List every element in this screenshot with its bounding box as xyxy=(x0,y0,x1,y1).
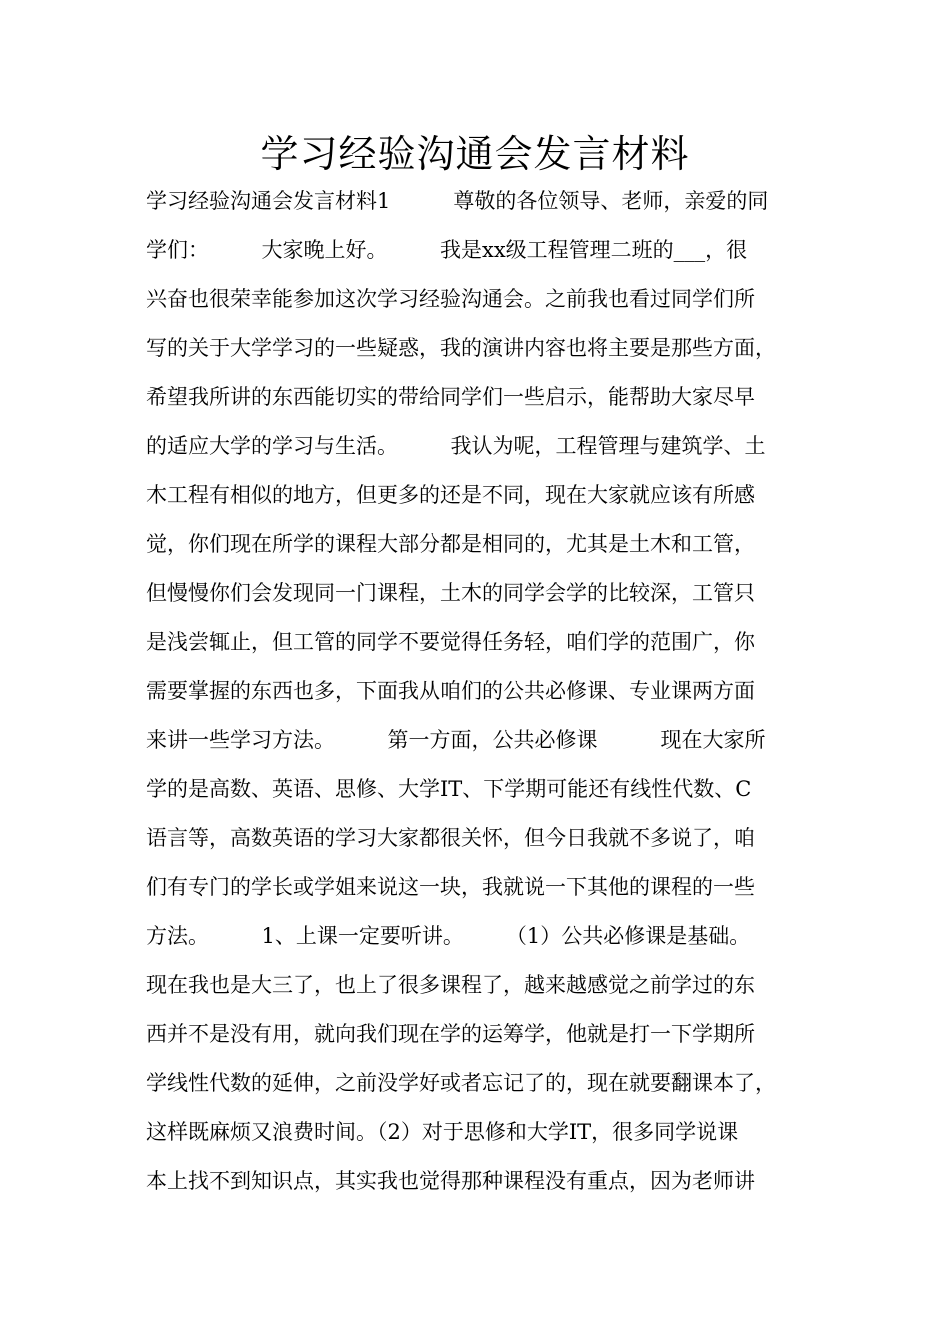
body-text-line: 们有专门的学长或学姐来说这一块，我就说一下其他的课程的一些 xyxy=(146,875,755,899)
body-text-line: 方法。 1、上课一定要听讲。 （1）公共必修课是基础。 xyxy=(146,924,751,948)
document-body xyxy=(146,180,826,1209)
document-title: 学习经验沟通会发言材料 xyxy=(260,132,690,176)
body-text-line: 这样既麻烦又浪费时间。（2）对于思修和大学IT，很多同学说课 xyxy=(146,1120,739,1144)
body-text-line: 现在我也是大三了，也上了很多课程了，越来越感觉之前学过的东 xyxy=(146,973,755,997)
body-text-line: 是浅尝辄止，但工管的同学不要觉得任务轻，咱们学的范围广，你 xyxy=(146,630,755,654)
body-text-line: 学们： 大家晚上好。 我是xx级工程管理二班的___，很 xyxy=(146,238,748,262)
body-text-line: 兴奋也很荣幸能参加这次学习经验沟通会。之前我也看过同学们所 xyxy=(146,287,755,311)
body-text-line: 写的关于大学学习的一些疑惑，我的演讲内容也将主要是那些方面， xyxy=(146,336,776,360)
body-text-line: 但慢慢你们会发现同一门课程，土木的同学会学的比较深，工管只 xyxy=(146,581,755,605)
body-text-line: 西并不是没有用，就向我们现在学的运筹学，他就是打一下学期所 xyxy=(146,1022,755,1046)
body-text-line: 学线性代数的延伸，之前没学好或者忘记了的，现在就要翻课本了， xyxy=(146,1071,776,1095)
body-text-line: 木工程有相似的地方，但更多的还是不同，现在大家就应该有所感 xyxy=(146,483,755,507)
body-text-line: 觉，你们现在所学的课程大部分都是相同的，尤其是土木和工管， xyxy=(146,532,755,556)
body-text-line: 本上找不到知识点，其实我也觉得那种课程没有重点，因为老师讲 xyxy=(146,1169,755,1193)
body-text-line: 学习经验沟通会发言材料1 尊敬的各位领导、老师，亲爱的同 xyxy=(146,189,769,213)
body-text-line: 需要掌握的东西也多，下面我从咱们的公共必修课、专业课两方面 xyxy=(146,679,755,703)
body-text-line: 希望我所讲的东西能切实的带给同学们一些启示，能帮助大家尽早 xyxy=(146,385,755,409)
body-text-line: 语言等，高数英语的学习大家都很关怀，但今日我就不多说了，咱 xyxy=(146,826,755,850)
body-text-line: 学的是高数、英语、思修、大学IT、下学期可能还有线性代数、C xyxy=(146,777,752,801)
body-text-line: 来讲一些学习方法。 第一方面，公共必修课 现在大家所 xyxy=(146,728,766,752)
body-text-line: 的适应大学的学习与生活。 我认为呢，工程管理与建筑学、土 xyxy=(146,434,766,458)
